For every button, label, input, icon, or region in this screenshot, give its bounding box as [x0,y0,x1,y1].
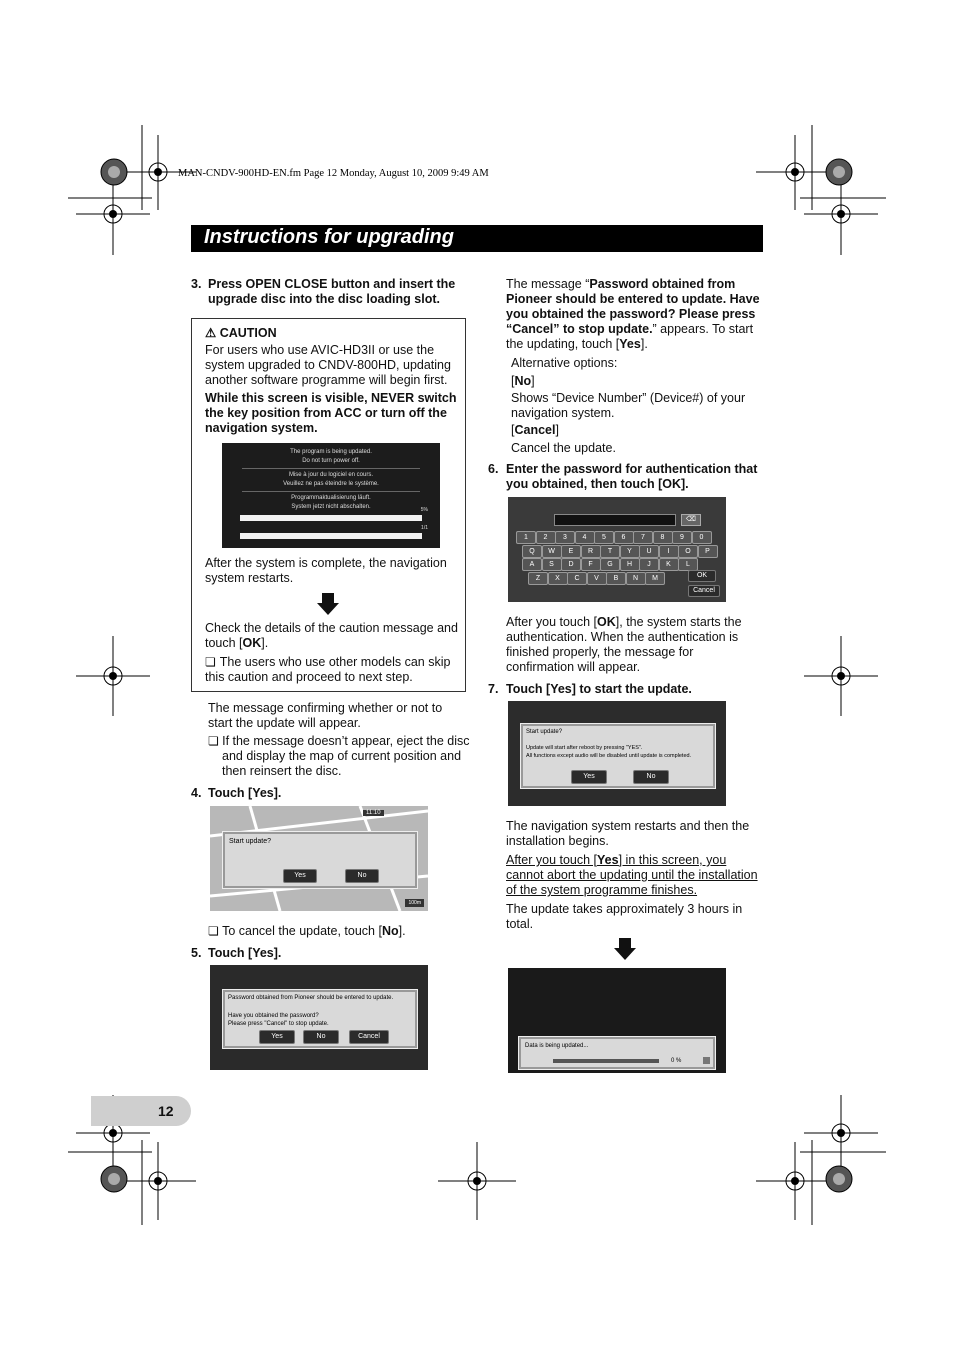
key-y[interactable]: Y [620,545,640,558]
update-progress-bar [553,1059,659,1063]
key-6[interactable]: 6 [614,531,634,544]
password-keyboard-screen [508,497,726,602]
key-o[interactable]: O [678,545,698,558]
updating-icon [703,1057,710,1064]
cannot-abort-text: After you touch [Yes] in this screen, you cannot abort the updating until the installation of the system programme finishes. [506,853,758,897]
step-5-text: Touch [Yes]. [208,946,282,960]
confirm-text: The message confirming whether or not to start the update will appear. [208,701,443,730]
no-button[interactable]: No [303,1030,339,1044]
alternative-options-label: Alternative options: [511,356,618,370]
start-update-dialog [222,831,418,889]
option-no-description: Shows “Device Number” (Device#) of your navigation system. [511,391,746,420]
key-f[interactable]: F [581,558,601,571]
password-input-field[interactable] [554,514,676,526]
progress-bar-1 [240,515,422,521]
ok-key[interactable]: OK [688,570,716,582]
dialog-line-2: All functions except audio will be disabled until update is completed. [526,753,692,759]
key-8[interactable]: 8 [653,531,673,544]
key-s[interactable]: S [542,558,562,571]
duration-text: The update takes approximately 3 hours in total. [506,902,743,931]
step-4-text: Touch [Yes]. [208,786,282,800]
key-c[interactable]: C [567,572,587,585]
key-k[interactable]: K [659,558,679,571]
caution-para-4: Check the details of the caution message and touch [OK]. [205,621,458,650]
key-h[interactable]: H [620,558,640,571]
key-3[interactable]: 3 [555,531,575,544]
no-button[interactable]: No [345,869,379,883]
updating-message: Data is being updated... [525,1043,589,1049]
update-percent: 0 % [671,1058,682,1064]
key-w[interactable]: W [542,545,562,558]
caution-para-2: While this screen is visible, NEVER switch the key position from ACC or turn off the navigation system. [205,391,457,435]
caution-label: CAUTION [219,326,277,340]
key-0[interactable]: 0 [692,531,712,544]
caution-para-1: For users who use AVIC-HD3II or use the system upgraded to CNDV-800HD, updating another software programme will begin first. [205,343,451,387]
key-n[interactable]: N [626,572,646,585]
progress-bar-2 [240,533,422,539]
key-7[interactable]: 7 [633,531,653,544]
key-2[interactable]: 2 [536,531,556,544]
cancel-key[interactable]: Cancel [688,585,720,597]
backspace-key[interactable]: ⌫ [681,514,701,526]
caution-box [191,318,466,692]
password-prompt-screen [210,965,428,1070]
dialog-title: Start update? [229,838,272,845]
key-5[interactable]: 5 [594,531,614,544]
yes-button[interactable]: Yes [259,1030,295,1044]
key-q[interactable]: Q [522,545,542,558]
key-m[interactable]: M [645,572,665,585]
key-i[interactable]: I [659,545,679,558]
updating-dialog [518,1036,716,1070]
password-dialog [222,989,418,1049]
after-ok-text: After you touch [OK], the system starts the authentication. When the authentication is finished properly, the message for confirmation will appear. [506,615,742,674]
caution-para-3: After the system is complete, the navigation system restarts. [205,556,447,585]
map-scale: 100m [405,899,424,907]
key-b[interactable]: B [606,572,626,585]
key-t[interactable]: T [600,545,620,558]
update-screen-image [222,443,440,548]
start-update-screen [508,701,726,806]
restart-text: The navigation system restarts and then the installation begins. [506,819,750,848]
step-3-text: Press OPEN CLOSE button and insert the upgrade disc into the disc loading slot. [208,277,456,306]
cancel-button[interactable]: Cancel [349,1030,389,1044]
key-l[interactable]: L [678,558,698,571]
caution-note: ❏ The users who use other models can skip this caution and proceed to next step. [205,655,460,685]
step-7-number: 7. [488,682,499,696]
key-1[interactable]: 1 [516,531,536,544]
key-v[interactable]: V [587,572,607,585]
key-p[interactable]: P [698,545,718,558]
step-3-number: 3. [191,277,202,291]
no-button[interactable]: No [633,770,669,784]
screen-percent: 5% [420,507,428,513]
start-update-dialog [520,723,716,789]
step-7-text: Touch [Yes] to start the update. [506,682,692,696]
key-e[interactable]: E [561,545,581,558]
dialog-line-2: Have you obtained the password? [228,1013,319,1019]
file-info: MAN-CNDV-900HD-EN.fm Page 12 Monday, August 10, 2009 9:49 AM [178,168,489,179]
step-4-number: 4. [191,786,202,800]
screen-line: Programmaktualisierung läuft. [291,495,371,501]
dialog-line-3: Please press "Cancel" to stop update. [228,1021,329,1027]
page-number: 12 [158,1103,174,1119]
key-9[interactable]: 9 [672,531,692,544]
screen-line: System jetzt nicht abschalten. [291,504,371,510]
option-cancel: [Cancel] [511,423,559,437]
key-u[interactable]: U [639,545,659,558]
screen-line: Veuillez ne pas éteindre le système. [283,481,379,487]
key-d[interactable]: D [561,558,581,571]
screen-line: The program is being updated. [290,449,372,455]
step-6-number: 6. [488,462,499,476]
option-cancel-description: Cancel the update. [511,441,616,455]
section-title: Instructions for upgrading [191,225,763,252]
screen-count: 1/1 [421,525,428,531]
key-x[interactable]: X [548,572,568,585]
map-clock: 11:10 [363,810,384,816]
caution-heading [205,325,277,340]
dialog-line-1: Update will start after reboot by pressing "YES". [526,745,643,751]
key-a[interactable]: A [522,558,542,571]
yes-button[interactable]: Yes [283,869,317,883]
step-5-number: 5. [191,946,202,960]
key-4[interactable]: 4 [575,531,595,544]
page-number-tab [91,1096,191,1126]
option-no: [No] [511,374,535,388]
warning-icon: ⚠ [205,326,217,340]
dialog-line-1: Password obtained from Pioneer should be entered to update. [228,995,394,1001]
dialog-title: Start update? [526,729,563,735]
update-screen-text [222,448,440,512]
key-j[interactable]: J [639,558,659,571]
yes-button[interactable]: Yes [571,770,607,784]
key-z[interactable]: Z [528,572,548,585]
key-g[interactable]: G [600,558,620,571]
data-updating-screen [508,968,726,1073]
password-message: The message “Password obtained from Pioneer should be entered to update. Have you obtained the password? Please press “Cancel” to stop update.” appears. To start the updating, touch [Yes]. [506,277,760,351]
step-6-text: Enter the password for authentication that you obtained, then touch [OK]. [506,462,758,491]
cancel-note: ❏ To cancel the update, touch [No]. [208,924,406,938]
confirm-note: ❏ If the message doesn’t appear, eject the disc and display the map of current position and then reinsert the disc. [208,734,470,778]
start-update-map-screen [210,806,428,911]
screen-line: Mise à jour du logiciel en cours. [288,472,374,478]
key-r[interactable]: R [581,545,601,558]
screen-line: Do not turn power off. [302,458,360,464]
